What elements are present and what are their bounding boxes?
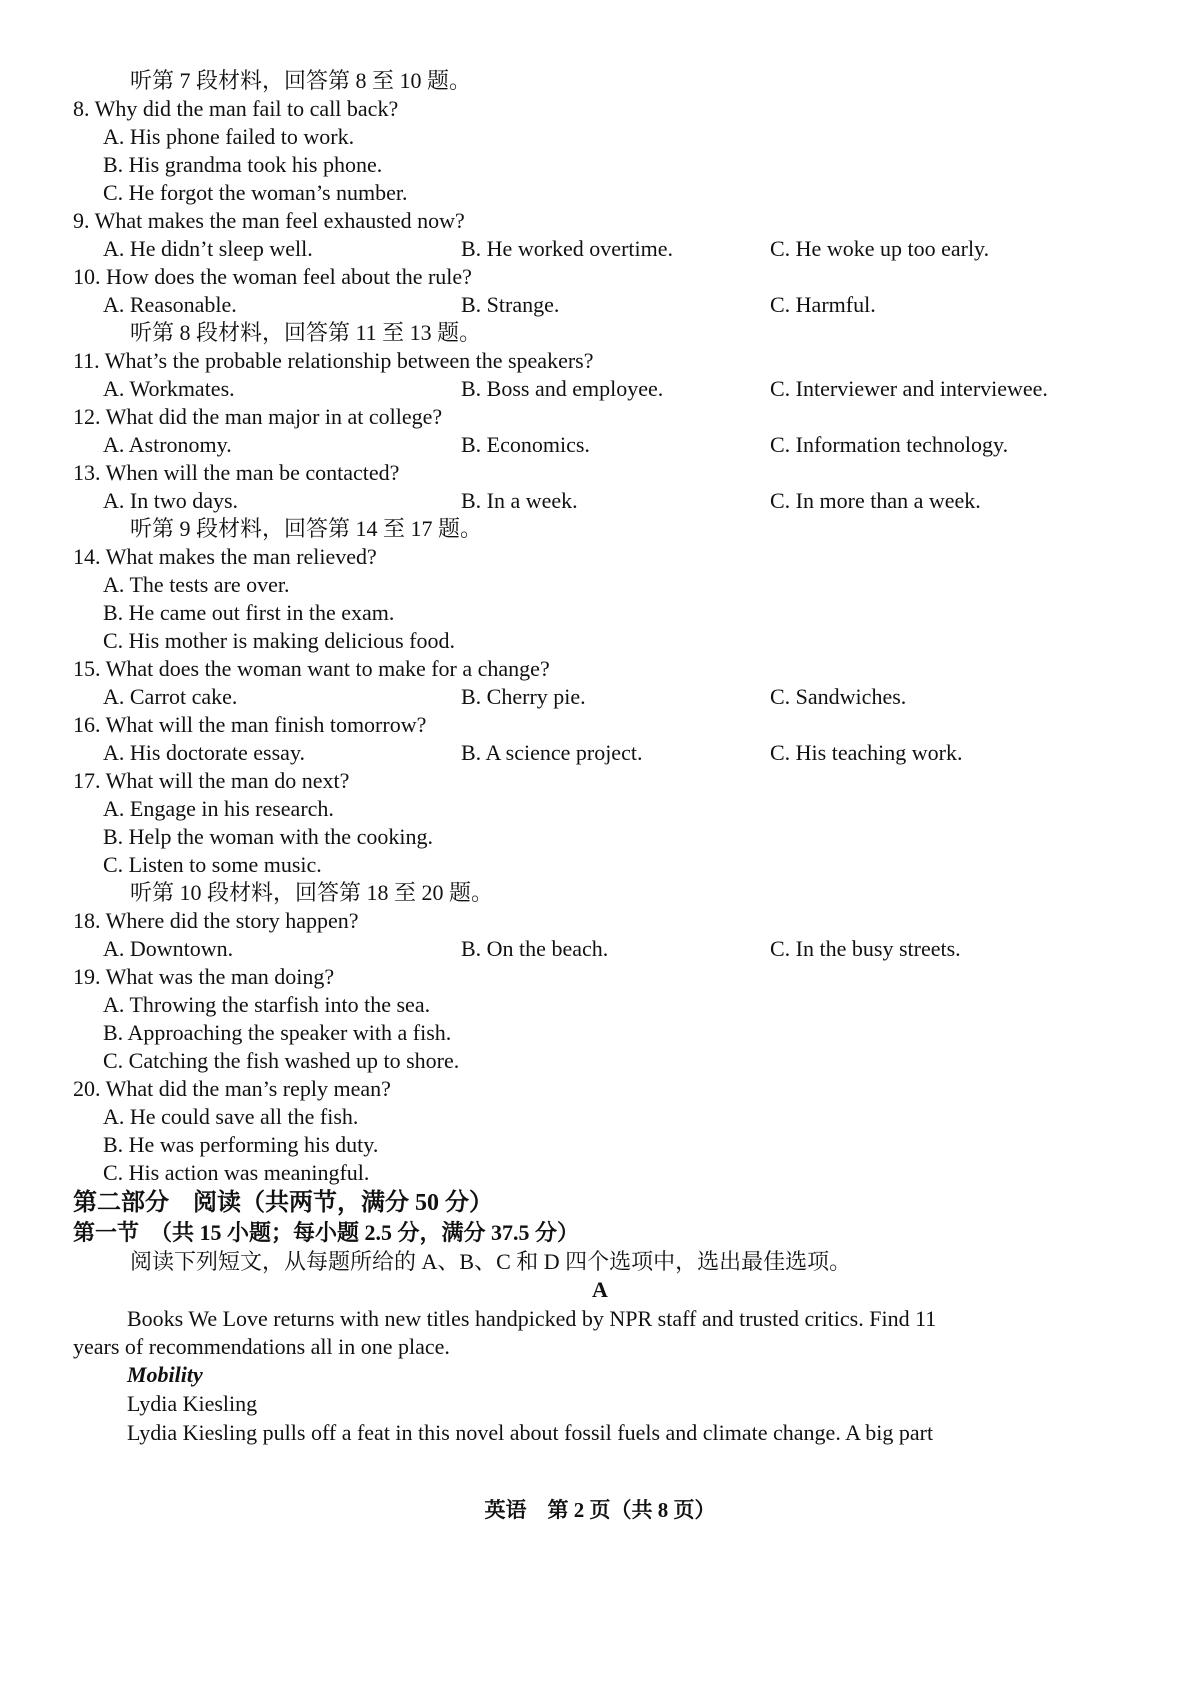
question-19-option-a: A. Throwing the starfish into the sea. xyxy=(103,992,431,1017)
question-18-option-a: A. Downtown. xyxy=(103,936,234,961)
question-16-option-a: A. His doctorate essay. xyxy=(103,740,306,765)
question-11-option-c: C. Interviewer and interviewee. xyxy=(770,376,1048,401)
question-13-option-b: B. In a week. xyxy=(461,488,578,513)
question-20-option-b: B. He was performing his duty. xyxy=(103,1132,379,1157)
question-11-option-a: A. Workmates. xyxy=(103,376,235,401)
question-20-option-a: A. He could save all the fish. xyxy=(103,1104,359,1129)
question-19-option-c: C. Catching the fish washed up to shore. xyxy=(103,1048,460,1073)
question-9-option-a: A. He didn’t sleep well. xyxy=(103,236,313,261)
question-18-option-c: C. In the busy streets. xyxy=(770,936,961,961)
question-17-option-c: C. Listen to some music. xyxy=(103,852,322,877)
section1-heading: 第一节 （共 15 小题；每小题 2.5 分，满分 37.5 分） xyxy=(73,1220,580,1245)
question-16-option-b: B. A science project. xyxy=(461,740,643,765)
question-10-option-c: C. Harmful. xyxy=(770,292,876,317)
page-footer: 英语 第 2 页（共 8 页） xyxy=(484,1498,716,1522)
question-20: 20. What did the man’s reply mean? xyxy=(73,1076,391,1101)
question-16-option-c: C. His teaching work. xyxy=(770,740,963,765)
question-16: 16. What will the man finish tomorrow? xyxy=(73,712,427,737)
question-13-option-a: A. In two days. xyxy=(103,488,239,513)
question-15-option-a: A. Carrot cake. xyxy=(103,684,238,709)
listening-intro-8: 听第 8 段材料，回答第 11 至 13 题。 xyxy=(130,320,482,345)
question-17: 17. What will the man do next? xyxy=(73,768,350,793)
question-8: 8. Why did the man fail to call back? xyxy=(73,96,399,121)
question-12-option-b: B. Economics. xyxy=(461,432,590,457)
part2-heading: 第二部分 阅读（共两节，满分 50 分） xyxy=(73,1190,493,1216)
question-10-option-b: B. Strange. xyxy=(461,292,560,317)
question-13: 13. When will the man be contacted? xyxy=(73,460,400,485)
question-10-option-a: A. Reasonable. xyxy=(103,292,237,317)
question-8-option-b: B. His grandma took his phone. xyxy=(103,152,383,177)
passage-paragraph-line-1: Books We Love returns with new titles handpicked by NPR staff and trusted critics. Find 11 xyxy=(127,1306,937,1331)
question-14-option-a: A. The tests are over. xyxy=(103,572,290,597)
question-8-option-a: A. His phone failed to work. xyxy=(103,124,355,149)
reading-instruction: 阅读下列短文，从每题所给的 A、B、C 和 D 四个选项中，选出最佳选项。 xyxy=(130,1249,852,1274)
question-12: 12. What did the man major in at college? xyxy=(73,404,443,429)
listening-intro-7: 听第 7 段材料，回答第 8 至 10 题。 xyxy=(130,68,472,93)
passage-paragraph-line-2: years of recommendations all in one place. xyxy=(73,1334,450,1359)
question-11-option-b: B. Boss and employee. xyxy=(461,376,664,401)
book-author: Lydia Kiesling xyxy=(127,1391,258,1416)
passage-label: A xyxy=(592,1277,608,1302)
question-17-option-b: B. Help the woman with the cooking. xyxy=(103,824,433,849)
question-18: 18. Where did the story happen? xyxy=(73,908,359,933)
book-description: Lydia Kiesling pulls off a feat in this novel about fossil fuels and climate change. A big part xyxy=(127,1420,934,1445)
question-14: 14. What makes the man relieved? xyxy=(73,544,377,569)
question-20-option-c: C. His action was meaningful. xyxy=(103,1160,370,1185)
question-17-option-a: A. Engage in his research. xyxy=(103,796,334,821)
question-12-option-a: A. Astronomy. xyxy=(103,432,232,457)
question-9-option-b: B. He worked overtime. xyxy=(461,236,673,261)
question-12-option-c: C. Information technology. xyxy=(770,432,1009,457)
question-8-option-c: C. He forgot the woman’s number. xyxy=(103,180,408,205)
listening-intro-10: 听第 10 段材料，回答第 18 至 20 题。 xyxy=(130,880,494,905)
question-19-option-b: B. Approaching the speaker with a fish. xyxy=(103,1020,452,1045)
question-15-option-b: B. Cherry pie. xyxy=(461,684,586,709)
question-15: 15. What does the woman want to make for a change? xyxy=(73,656,550,681)
question-15-option-c: C. Sandwiches. xyxy=(770,684,907,709)
question-14-option-b: B. He came out first in the exam. xyxy=(103,600,395,625)
question-14-option-c: C. His mother is making delicious food. xyxy=(103,628,455,653)
question-10: 10. How does the woman feel about the rule? xyxy=(73,264,472,289)
question-18-option-b: B. On the beach. xyxy=(461,936,609,961)
question-19: 19. What was the man doing? xyxy=(73,964,335,989)
question-11: 11. What’s the probable relationship between the speakers? xyxy=(73,348,594,373)
listening-intro-9: 听第 9 段材料，回答第 14 至 17 题。 xyxy=(130,516,483,541)
question-9: 9. What makes the man feel exhausted now? xyxy=(73,208,465,233)
question-9-option-c: C. He woke up too early. xyxy=(770,236,990,261)
question-13-option-c: C. In more than a week. xyxy=(770,488,981,513)
book-title: Mobility xyxy=(127,1362,203,1387)
